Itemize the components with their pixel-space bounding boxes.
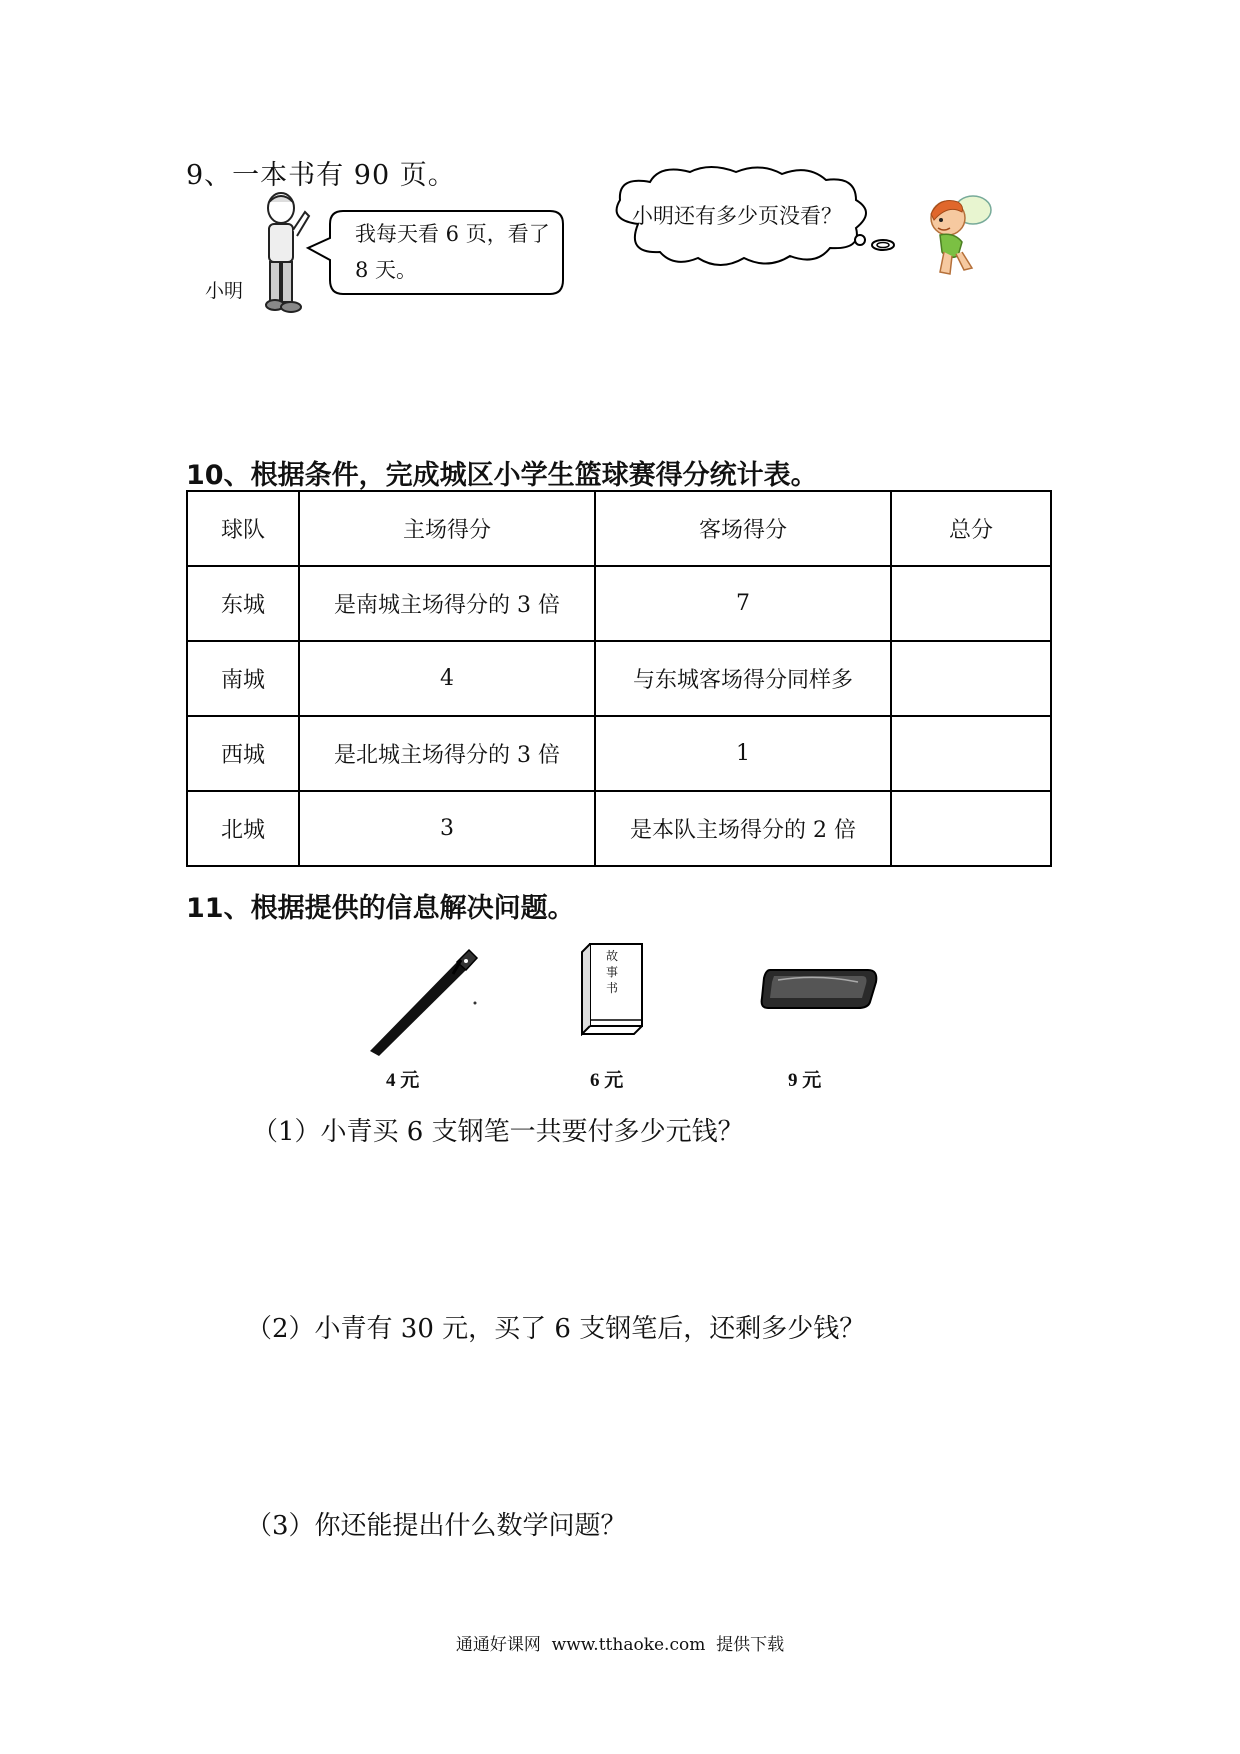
table-row: [187, 791, 1051, 866]
table-cell: 是本队主场得分的 2 倍: [595, 791, 891, 866]
girl-icon: [918, 190, 1000, 280]
table-cell: 是南城主场得分的 3 倍: [299, 566, 595, 641]
table-cell: 北城: [187, 791, 299, 866]
question-10-title: 10、根据条件，完成城区小学生篮球赛得分统计表。: [186, 460, 818, 491]
table-cell-answer[interactable]: [891, 566, 1051, 641]
table-header-row: [187, 491, 1051, 566]
table-cell-answer[interactable]: [891, 716, 1051, 791]
table-cell: 东城: [187, 566, 299, 641]
table-cell: 4: [299, 641, 595, 716]
question-9-title: 9、一本书有 90 页。: [186, 160, 456, 191]
table-cell: 1: [595, 716, 891, 791]
table-cell: 西城: [187, 716, 299, 791]
storybook-price: 6 元: [590, 1070, 624, 1091]
pen-icon: [365, 948, 483, 1058]
sub-question-1: （1）小青买 6 支钢笔一共要付多少元钱？: [252, 1117, 744, 1147]
boy-speech-text: 我每天看 6 页，看了 8 天。: [355, 222, 550, 282]
pencil-case-icon: [758, 966, 880, 1010]
sub-question-3: （3）你还能提出什么数学问题？: [246, 1511, 627, 1541]
page-footer: 通通好课网 www.tthaoke.com 提供下载: [455, 1635, 785, 1655]
table-row: [187, 641, 1051, 716]
boy-name-label: 小明: [205, 280, 244, 302]
score-table: [186, 490, 1052, 867]
table-header-cell: 客场得分: [595, 491, 891, 566]
pencil-case-price: 9 元: [788, 1070, 822, 1091]
table-cell-answer[interactable]: [891, 641, 1051, 716]
sub-question-2: （2）小青有 30 元，买了 6 支钢笔后，还剩多少钱？: [246, 1314, 866, 1344]
storybook-label: 故事书: [606, 949, 619, 995]
table-cell: 南城: [187, 641, 299, 716]
table-cell: 是北城主场得分的 3 倍: [299, 716, 595, 791]
table-cell: 与东城客场得分同样多: [595, 641, 891, 716]
table-row: [187, 716, 1051, 791]
table-cell-answer[interactable]: [891, 791, 1051, 866]
table-cell: 7: [595, 566, 891, 641]
table-row: [187, 566, 1051, 641]
table-header-cell: 球队: [187, 491, 299, 566]
pen-price: 4 元: [386, 1070, 420, 1091]
table-header-cell: 总分: [891, 491, 1051, 566]
table-cell: 3: [299, 791, 595, 866]
question-11-title: 11、根据提供的信息解决问题。: [186, 893, 575, 924]
girl-question-text: 小明还有多少页没看？: [632, 204, 842, 228]
table-header-cell: 主场得分: [299, 491, 595, 566]
